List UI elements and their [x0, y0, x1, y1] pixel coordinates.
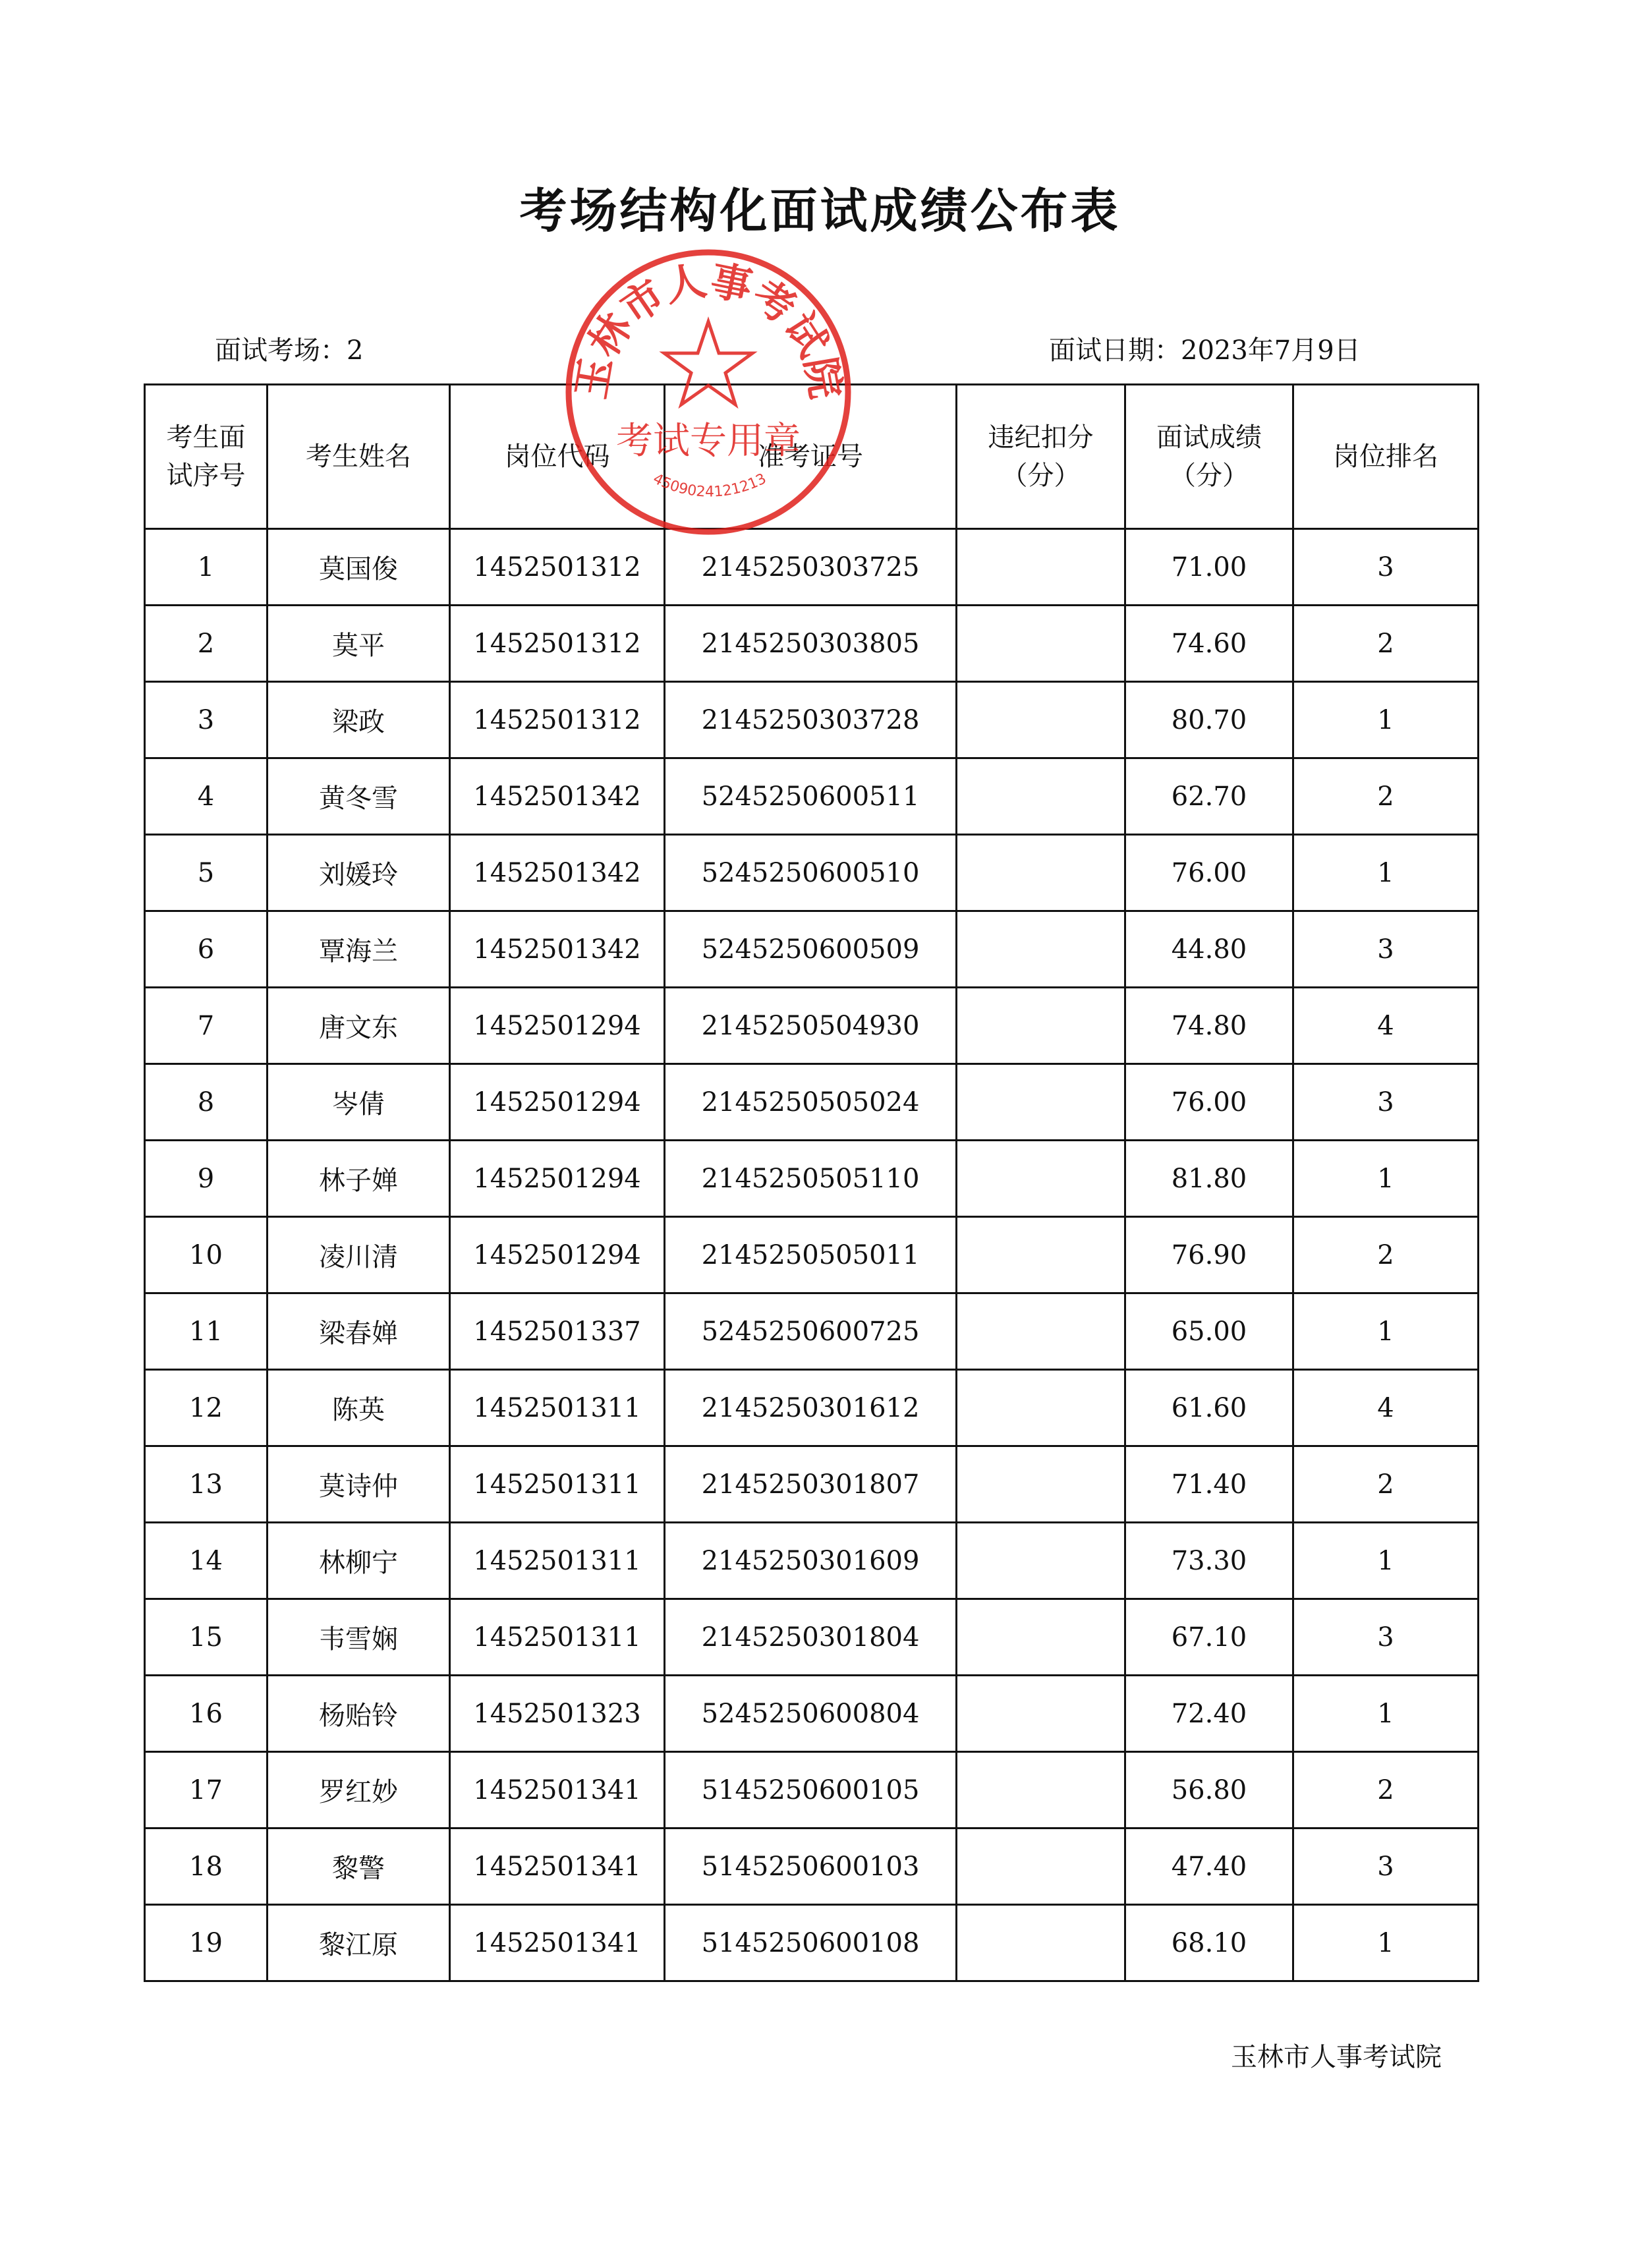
- cell-score: 71.00: [1125, 529, 1293, 606]
- table-row: [145, 1293, 1479, 1370]
- cell-name: 莫国俊: [268, 529, 450, 606]
- table-row: [145, 1676, 1479, 1752]
- cell-seq: 3: [145, 682, 268, 758]
- score-table: [144, 383, 1479, 1982]
- cell-score: 74.60: [1125, 606, 1293, 682]
- cell-post-code: 1452501294: [450, 1141, 665, 1217]
- table-row: [145, 1599, 1479, 1676]
- table-row: [145, 1370, 1479, 1446]
- seal-serial: 4509024121213: [650, 470, 770, 501]
- cell-post-code: 1452501294: [450, 1064, 665, 1141]
- cell-deduction: [957, 1370, 1125, 1446]
- cell-seq: 16: [145, 1676, 268, 1752]
- table-row: [145, 606, 1479, 682]
- cell-deduction: [957, 1217, 1125, 1293]
- cell-rank: 4: [1293, 1370, 1479, 1446]
- cell-post-code: 1452501342: [450, 835, 665, 911]
- cell-deduction: [957, 682, 1125, 758]
- cell-ticket-no: 5145250600105: [665, 1752, 957, 1829]
- cell-deduction: [957, 758, 1125, 835]
- cell-name: 莫平: [268, 606, 450, 682]
- cell-post-code: 1452501312: [450, 682, 665, 758]
- seal-text-bottom: 考试专用章: [616, 420, 801, 463]
- cell-post-code: 1452501341: [450, 1829, 665, 1905]
- cell-score: 44.80: [1125, 911, 1293, 988]
- cell-seq: 19: [145, 1905, 268, 1981]
- table-row: [145, 1523, 1479, 1599]
- cell-seq: 5: [145, 835, 268, 911]
- cell-score: 73.30: [1125, 1523, 1293, 1599]
- cell-ticket-no: 5145250600103: [665, 1829, 957, 1905]
- cell-seq: 17: [145, 1752, 268, 1829]
- table-body: [145, 529, 1479, 1981]
- cell-name: 黎警: [268, 1829, 450, 1905]
- header-rank: 岗位排名: [1293, 385, 1479, 529]
- table-row: [145, 1829, 1479, 1905]
- exam-room-label: 面试考场：2: [215, 335, 364, 366]
- table-row: [145, 1064, 1479, 1141]
- cell-ticket-no: 2145250505011: [665, 1217, 957, 1293]
- cell-deduction: [957, 1752, 1125, 1829]
- cell-deduction: [957, 835, 1125, 911]
- cell-rank: 1: [1293, 1676, 1479, 1752]
- cell-seq: 7: [145, 988, 268, 1064]
- cell-name: 唐文东: [268, 988, 450, 1064]
- cell-deduction: [957, 1446, 1125, 1523]
- cell-seq: 6: [145, 911, 268, 988]
- cell-ticket-no: 2145250301804: [665, 1599, 957, 1676]
- cell-post-code: 1452501311: [450, 1370, 665, 1446]
- cell-ticket-no: 5245250600509: [665, 911, 957, 988]
- table-row: [145, 1752, 1479, 1829]
- cell-rank: 1: [1293, 835, 1479, 911]
- cell-name: 刘媛玲: [268, 835, 450, 911]
- cell-deduction: [957, 1293, 1125, 1370]
- cell-ticket-no: 2145250504930: [665, 988, 957, 1064]
- cell-deduction: [957, 1599, 1125, 1676]
- header-ticket-no: 准考证号: [665, 385, 957, 529]
- cell-score: 71.40: [1125, 1446, 1293, 1523]
- cell-ticket-no: 2145250303728: [665, 682, 957, 758]
- cell-post-code: 1452501311: [450, 1523, 665, 1599]
- cell-score: 76.00: [1125, 1064, 1293, 1141]
- cell-rank: 1: [1293, 682, 1479, 758]
- cell-ticket-no: 2145250301807: [665, 1446, 957, 1523]
- cell-score: 68.10: [1125, 1905, 1293, 1981]
- cell-deduction: [957, 606, 1125, 682]
- cell-post-code: 1452501294: [450, 988, 665, 1064]
- cell-rank: 3: [1293, 1064, 1479, 1141]
- cell-seq: 13: [145, 1446, 268, 1523]
- cell-deduction: [957, 1905, 1125, 1981]
- cell-seq: 18: [145, 1829, 268, 1905]
- cell-name: 梁政: [268, 682, 450, 758]
- header-score: 面试成绩 （分）: [1125, 385, 1293, 529]
- table-row: [145, 1446, 1479, 1523]
- cell-name: 林子婵: [268, 1141, 450, 1217]
- cell-seq: 10: [145, 1217, 268, 1293]
- header-name: 考生姓名: [268, 385, 450, 529]
- cell-deduction: [957, 911, 1125, 988]
- cell-rank: 2: [1293, 1446, 1479, 1523]
- cell-deduction: [957, 1676, 1125, 1752]
- seal-text-top: 玉林市人事考试院: [566, 256, 851, 403]
- cell-name: 罗红妙: [268, 1752, 450, 1829]
- interview-date-label: 面试日期：2023年7月9日: [1049, 335, 1361, 366]
- cell-seq: 9: [145, 1141, 268, 1217]
- cell-rank: 3: [1293, 911, 1479, 988]
- cell-deduction: [957, 988, 1125, 1064]
- table-row: [145, 529, 1479, 606]
- cell-ticket-no: 2145250303805: [665, 606, 957, 682]
- cell-seq: 8: [145, 1064, 268, 1141]
- cell-name: 莫诗仲: [268, 1446, 450, 1523]
- cell-ticket-no: 5145250600108: [665, 1905, 957, 1981]
- cell-ticket-no: 2145250505024: [665, 1064, 957, 1141]
- cell-deduction: [957, 1523, 1125, 1599]
- cell-seq: 15: [145, 1599, 268, 1676]
- cell-deduction: [957, 529, 1125, 606]
- cell-post-code: 1452501341: [450, 1905, 665, 1981]
- cell-ticket-no: 5245250600511: [665, 758, 957, 835]
- table-row: [145, 911, 1479, 988]
- cell-ticket-no: 5245250600725: [665, 1293, 957, 1370]
- cell-seq: 11: [145, 1293, 268, 1370]
- table-row: [145, 835, 1479, 911]
- cell-rank: 1: [1293, 1523, 1479, 1599]
- cell-name: 林柳宁: [268, 1523, 450, 1599]
- cell-deduction: [957, 1141, 1125, 1217]
- cell-rank: 1: [1293, 1293, 1479, 1370]
- cell-score: 61.60: [1125, 1370, 1293, 1446]
- cell-score: 47.40: [1125, 1829, 1293, 1905]
- cell-score: 72.40: [1125, 1676, 1293, 1752]
- cell-deduction: [957, 1829, 1125, 1905]
- cell-post-code: 1452501312: [450, 529, 665, 606]
- cell-name: 陈英: [268, 1370, 450, 1446]
- issuer-footer: 玉林市人事考试院: [1231, 2042, 1442, 2072]
- cell-ticket-no: 5245250600804: [665, 1676, 957, 1752]
- cell-score: 56.80: [1125, 1752, 1293, 1829]
- cell-post-code: 1452501337: [450, 1293, 665, 1370]
- cell-score: 76.90: [1125, 1217, 1293, 1293]
- cell-name: 黄冬雪: [268, 758, 450, 835]
- cell-rank: 3: [1293, 1829, 1479, 1905]
- document-title: 考场结构化面试成绩公布表: [519, 183, 1121, 239]
- table-row: [145, 758, 1479, 835]
- cell-score: 62.70: [1125, 758, 1293, 835]
- cell-seq: 2: [145, 606, 268, 682]
- cell-rank: 1: [1293, 1905, 1479, 1981]
- cell-ticket-no: 5245250600510: [665, 835, 957, 911]
- cell-rank: 2: [1293, 758, 1479, 835]
- cell-rank: 1: [1293, 1141, 1479, 1217]
- cell-score: 76.00: [1125, 835, 1293, 911]
- cell-name: 覃海兰: [268, 911, 450, 988]
- cell-score: 80.70: [1125, 682, 1293, 758]
- cell-rank: 2: [1293, 1217, 1479, 1293]
- cell-ticket-no: 2145250301609: [665, 1523, 957, 1599]
- cell-post-code: 1452501311: [450, 1446, 665, 1523]
- cell-score: 81.80: [1125, 1141, 1293, 1217]
- cell-name: 杨贻铃: [268, 1676, 450, 1752]
- cell-name: 岑倩: [268, 1064, 450, 1141]
- cell-seq: 1: [145, 529, 268, 606]
- cell-name: 黎江原: [268, 1905, 450, 1981]
- cell-post-code: 1452501342: [450, 758, 665, 835]
- header-post-code: 岗位代码: [450, 385, 665, 529]
- cell-seq: 14: [145, 1523, 268, 1599]
- cell-post-code: 1452501342: [450, 911, 665, 988]
- cell-post-code: 1452501294: [450, 1217, 665, 1293]
- cell-post-code: 1452501323: [450, 1676, 665, 1752]
- header-deduction: 违纪扣分 （分）: [957, 385, 1125, 529]
- cell-rank: 3: [1293, 1599, 1479, 1676]
- cell-score: 67.10: [1125, 1599, 1293, 1676]
- table-row: [145, 1217, 1479, 1293]
- cell-rank: 3: [1293, 529, 1479, 606]
- cell-seq: 12: [145, 1370, 268, 1446]
- cell-ticket-no: 2145250303725: [665, 529, 957, 606]
- cell-name: 凌川清: [268, 1217, 450, 1293]
- table-row: [145, 1905, 1479, 1981]
- cell-score: 74.80: [1125, 988, 1293, 1064]
- cell-name: 梁春婵: [268, 1293, 450, 1370]
- cell-ticket-no: 2145250505110: [665, 1141, 957, 1217]
- header-seq: 考生面 试序号: [145, 385, 268, 529]
- table-row: [145, 1141, 1479, 1217]
- table-row: [145, 988, 1479, 1064]
- cell-ticket-no: 2145250301612: [665, 1370, 957, 1446]
- cell-rank: 2: [1293, 1752, 1479, 1829]
- svg-text:玉林市人事考试院: [567, 256, 850, 402]
- cell-post-code: 1452501341: [450, 1752, 665, 1829]
- cell-post-code: 1452501311: [450, 1599, 665, 1676]
- cell-post-code: 1452501312: [450, 606, 665, 682]
- cell-rank: 4: [1293, 988, 1479, 1064]
- table-row: [145, 682, 1479, 758]
- cell-deduction: [957, 1064, 1125, 1141]
- table-header-row: [145, 385, 1479, 529]
- cell-rank: 2: [1293, 606, 1479, 682]
- cell-score: 65.00: [1125, 1293, 1293, 1370]
- cell-seq: 4: [145, 758, 268, 835]
- cell-name: 韦雪娴: [268, 1599, 450, 1676]
